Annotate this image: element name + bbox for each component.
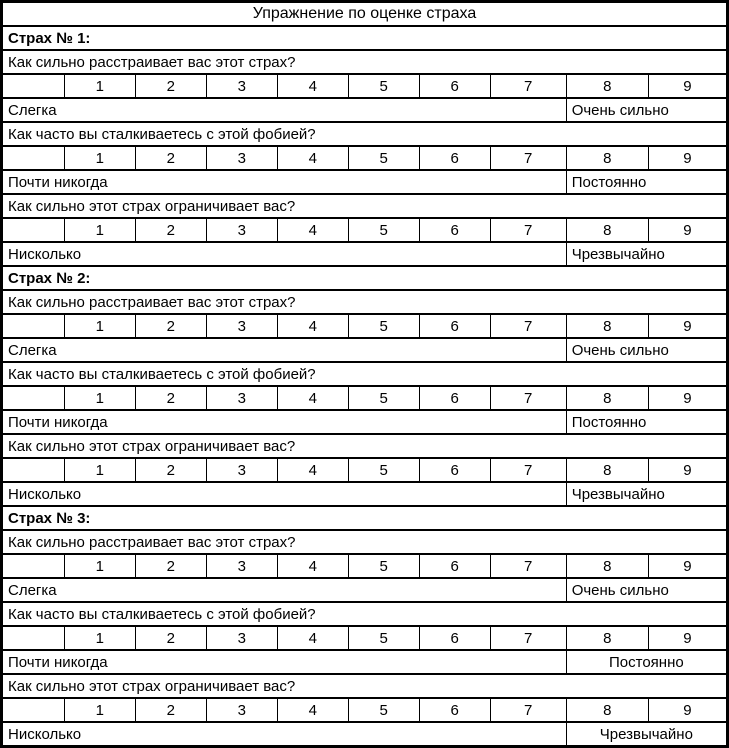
scale-cell-8: 8 (566, 458, 648, 482)
anchor-right-label: Очень сильно (566, 338, 727, 362)
scale-cell-7: 7 (490, 626, 566, 650)
scale-cell-6: 6 (419, 386, 490, 410)
scale-cell-5: 5 (348, 74, 419, 98)
scale-cell-1: 1 (64, 626, 135, 650)
fear-block-label: Страх № 2: (2, 266, 728, 290)
anchor-left-label: Нисколько (2, 722, 567, 747)
scale-cell-6: 6 (419, 698, 490, 722)
question-row (2, 530, 728, 554)
scale-lead-cell (2, 698, 65, 722)
question-row (2, 290, 728, 314)
scale-cell-1: 1 (64, 74, 135, 98)
fear-block-header-row (2, 506, 728, 530)
scale-cell-9: 9 (648, 626, 727, 650)
scale-cell-4: 4 (277, 626, 348, 650)
question-row (2, 362, 728, 386)
scale-lead-cell (2, 554, 65, 578)
scale-cell-5: 5 (348, 146, 419, 170)
question-row (2, 602, 728, 626)
anchor-left-label: Нисколько (2, 242, 567, 266)
scale-cell-3: 3 (206, 146, 277, 170)
question-text: Как сильно этот страх ограничивает вас? (2, 194, 728, 218)
scale-cell-8: 8 (566, 698, 648, 722)
scale-cell-7: 7 (490, 74, 566, 98)
scale-cell-4: 4 (277, 386, 348, 410)
scale-cell-9: 9 (648, 458, 727, 482)
anchor-left-label: Слегка (2, 578, 567, 602)
scale-cell-1: 1 (64, 218, 135, 242)
scale-cell-4: 4 (277, 698, 348, 722)
scale-cell-6: 6 (419, 74, 490, 98)
scale-cell-6: 6 (419, 146, 490, 170)
page-title: Упражнение по оценке страха (2, 2, 728, 27)
scale-cell-5: 5 (348, 698, 419, 722)
anchor-left-label: Почти никогда (2, 410, 567, 434)
scale-cell-7: 7 (490, 146, 566, 170)
scale-cell-2: 2 (135, 386, 206, 410)
anchor-right-label: Постоянно (566, 650, 727, 674)
scale-cell-9: 9 (648, 698, 727, 722)
fear-block-label: Страх № 3: (2, 506, 728, 530)
scale-cell-7: 7 (490, 458, 566, 482)
anchor-row (2, 650, 728, 674)
anchor-right-label: Очень сильно (566, 98, 727, 122)
scale-cell-4: 4 (277, 74, 348, 98)
scale-cell-8: 8 (566, 146, 648, 170)
scale-row (2, 314, 728, 338)
scale-cell-9: 9 (648, 386, 727, 410)
anchor-right-label: Чрезвычайно (566, 722, 727, 747)
scale-cell-7: 7 (490, 698, 566, 722)
scale-cell-9: 9 (648, 146, 727, 170)
question-text: Как сильно этот страх ограничивает вас? (2, 434, 728, 458)
scale-lead-cell (2, 74, 65, 98)
question-text: Как часто вы сталкиваетесь с этой фобией? (2, 122, 728, 146)
scale-cell-3: 3 (206, 626, 277, 650)
scale-cell-3: 3 (206, 458, 277, 482)
scale-cell-5: 5 (348, 554, 419, 578)
scale-cell-4: 4 (277, 218, 348, 242)
anchor-row (2, 578, 728, 602)
question-text: Как сильно этот страх ограничивает вас? (2, 674, 728, 698)
title-row (2, 2, 728, 27)
scale-cell-5: 5 (348, 218, 419, 242)
question-text: Как часто вы сталкиваетесь с этой фобией? (2, 362, 728, 386)
scale-cell-9: 9 (648, 554, 727, 578)
scale-cell-3: 3 (206, 314, 277, 338)
anchor-left-label: Слегка (2, 338, 567, 362)
scale-row (2, 626, 728, 650)
anchor-row (2, 170, 728, 194)
anchor-row (2, 722, 728, 747)
anchor-row (2, 338, 728, 362)
scale-cell-3: 3 (206, 698, 277, 722)
scale-row (2, 146, 728, 170)
scale-cell-2: 2 (135, 698, 206, 722)
scale-cell-1: 1 (64, 146, 135, 170)
scale-cell-8: 8 (566, 554, 648, 578)
scale-row (2, 218, 728, 242)
question-row (2, 434, 728, 458)
scale-cell-2: 2 (135, 458, 206, 482)
question-row (2, 50, 728, 74)
scale-lead-cell (2, 626, 65, 650)
scale-cell-1: 1 (64, 554, 135, 578)
scale-row (2, 698, 728, 722)
scale-cell-5: 5 (348, 314, 419, 338)
scale-cell-4: 4 (277, 314, 348, 338)
question-row (2, 674, 728, 698)
fear-block-header-row (2, 26, 728, 50)
scale-cell-7: 7 (490, 386, 566, 410)
scale-cell-8: 8 (566, 386, 648, 410)
scale-cell-4: 4 (277, 146, 348, 170)
anchor-row (2, 242, 728, 266)
fear-block-label: Страх № 1: (2, 26, 728, 50)
scale-cell-9: 9 (648, 314, 727, 338)
scale-cell-1: 1 (64, 458, 135, 482)
scale-cell-8: 8 (566, 626, 648, 650)
scale-lead-cell (2, 386, 65, 410)
anchor-left-label: Слегка (2, 98, 567, 122)
question-row (2, 122, 728, 146)
scale-cell-8: 8 (566, 74, 648, 98)
scale-lead-cell (2, 146, 65, 170)
scale-cell-8: 8 (566, 314, 648, 338)
scale-cell-9: 9 (648, 218, 727, 242)
worksheet-body (2, 2, 728, 747)
scale-cell-9: 9 (648, 74, 727, 98)
anchor-left-label: Почти никогда (2, 650, 567, 674)
scale-cell-2: 2 (135, 554, 206, 578)
scale-cell-1: 1 (64, 314, 135, 338)
scale-cell-7: 7 (490, 314, 566, 338)
scale-row (2, 554, 728, 578)
anchor-row (2, 98, 728, 122)
fear-block-header-row (2, 266, 728, 290)
anchor-right-label: Чрезвычайно (566, 482, 727, 506)
scale-cell-6: 6 (419, 314, 490, 338)
scale-lead-cell (2, 314, 65, 338)
scale-cell-6: 6 (419, 554, 490, 578)
anchor-row (2, 482, 728, 506)
scale-cell-6: 6 (419, 458, 490, 482)
anchor-right-label: Постоянно (566, 410, 727, 434)
scale-cell-2: 2 (135, 626, 206, 650)
scale-cell-2: 2 (135, 218, 206, 242)
anchor-right-label: Чрезвычайно (566, 242, 727, 266)
scale-cell-1: 1 (64, 698, 135, 722)
question-row (2, 194, 728, 218)
scale-cell-2: 2 (135, 74, 206, 98)
scale-cell-5: 5 (348, 386, 419, 410)
scale-cell-3: 3 (206, 554, 277, 578)
anchor-left-label: Почти никогда (2, 170, 567, 194)
anchor-left-label: Нисколько (2, 482, 567, 506)
scale-lead-cell (2, 218, 65, 242)
anchor-right-label: Постоянно (566, 170, 727, 194)
scale-cell-5: 5 (348, 458, 419, 482)
question-text: Как часто вы сталкиваетесь с этой фобией? (2, 602, 728, 626)
scale-cell-2: 2 (135, 314, 206, 338)
scale-cell-1: 1 (64, 386, 135, 410)
scale-cell-5: 5 (348, 626, 419, 650)
anchor-right-label: Очень сильно (566, 578, 727, 602)
scale-cell-7: 7 (490, 218, 566, 242)
question-text: Как сильно расстраивает вас этот страх? (2, 530, 728, 554)
anchor-row (2, 410, 728, 434)
scale-row (2, 458, 728, 482)
scale-cell-6: 6 (419, 218, 490, 242)
scale-cell-8: 8 (566, 218, 648, 242)
scale-row (2, 74, 728, 98)
scale-row (2, 386, 728, 410)
question-text: Как сильно расстраивает вас этот страх? (2, 290, 728, 314)
scale-lead-cell (2, 458, 65, 482)
scale-cell-3: 3 (206, 386, 277, 410)
scale-cell-4: 4 (277, 458, 348, 482)
question-text: Как сильно расстраивает вас этот страх? (2, 50, 728, 74)
scale-cell-3: 3 (206, 74, 277, 98)
scale-cell-6: 6 (419, 626, 490, 650)
scale-cell-2: 2 (135, 146, 206, 170)
scale-cell-7: 7 (490, 554, 566, 578)
scale-cell-3: 3 (206, 218, 277, 242)
scale-cell-4: 4 (277, 554, 348, 578)
